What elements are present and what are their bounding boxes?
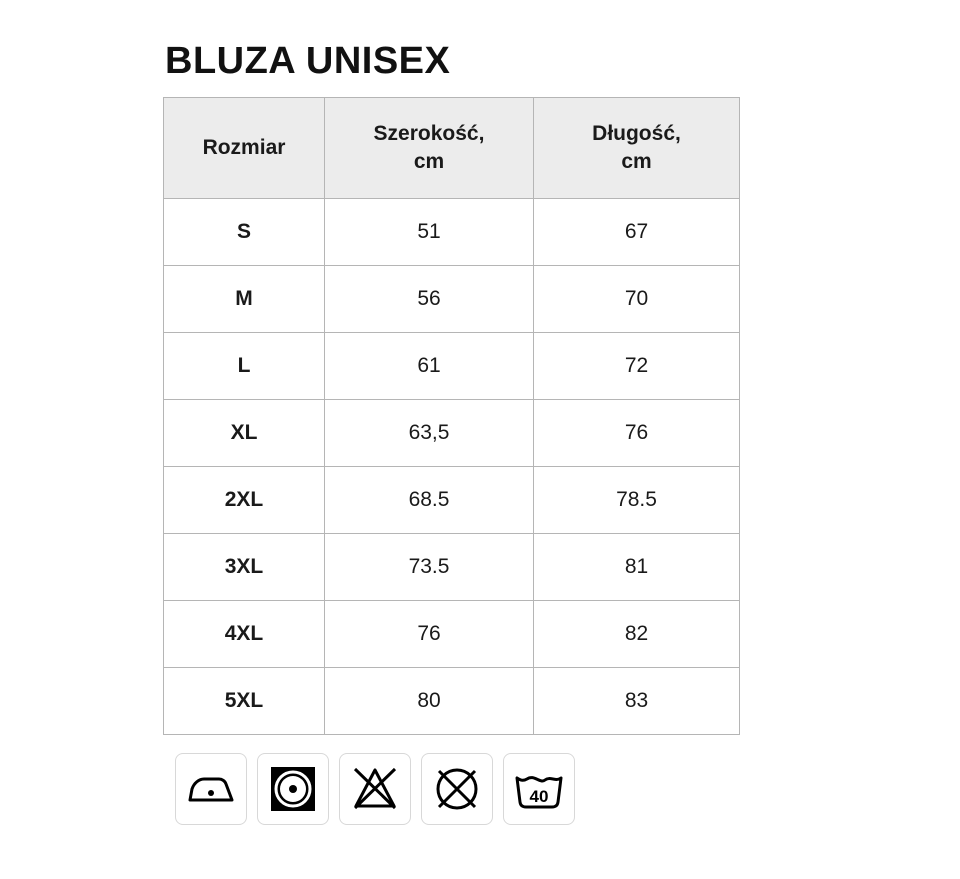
page-title: BLUZA UNISEX (165, 40, 451, 82)
cell-width: 76 (325, 601, 534, 668)
cell-length: 72 (534, 333, 740, 400)
cell-size: 5XL (164, 668, 325, 735)
table-row (164, 467, 740, 534)
column-header-length-line1: Długość, (592, 121, 681, 145)
table-row (164, 601, 740, 668)
column-header-size-line1: Rozmiar (202, 135, 286, 159)
cell-width: 63,5 (325, 400, 534, 467)
table-header-row (164, 98, 740, 199)
cell-length: 83 (534, 668, 740, 735)
tumble-dry-normal-icon (257, 753, 329, 825)
care-instructions (175, 753, 783, 825)
cell-size: 4XL (164, 601, 325, 668)
iron-one-dot-icon (175, 753, 247, 825)
column-header-length (534, 98, 740, 199)
cell-width: 61 (325, 333, 534, 400)
cell-length: 78.5 (534, 467, 740, 534)
cell-size: L (164, 333, 325, 400)
size-table (163, 97, 740, 735)
column-header-width (325, 98, 534, 199)
cell-size: 2XL (164, 467, 325, 534)
table-row (164, 534, 740, 601)
cell-length: 70 (534, 266, 740, 333)
cell-width: 68.5 (325, 467, 534, 534)
cell-width: 51 (325, 199, 534, 266)
cell-length: 67 (534, 199, 740, 266)
cell-length: 76 (534, 400, 740, 467)
cell-width: 73.5 (325, 534, 534, 601)
cell-length: 81 (534, 534, 740, 601)
table-row (164, 668, 740, 735)
column-header-width-line2: cm (413, 150, 445, 173)
table-row (164, 333, 740, 400)
do-not-bleach-icon (339, 753, 411, 825)
column-header-width-line1: Szerokość, (373, 121, 485, 145)
cell-size: M (164, 266, 325, 333)
column-header-size (164, 98, 325, 199)
size-chart-page (163, 0, 783, 825)
do-not-dry-clean-icon (421, 753, 493, 825)
cell-size: XL (164, 400, 325, 467)
cell-length: 82 (534, 601, 740, 668)
table-row (164, 400, 740, 467)
table-row (164, 199, 740, 266)
wash-temperature-label: 40 (529, 787, 549, 806)
cell-width: 80 (325, 668, 534, 735)
column-header-length-line2: cm (621, 150, 652, 173)
table-row (164, 266, 740, 333)
cell-width: 56 (325, 266, 534, 333)
cell-size: 3XL (164, 534, 325, 601)
cell-size: S (164, 199, 325, 266)
wash-40-icon (503, 753, 575, 825)
